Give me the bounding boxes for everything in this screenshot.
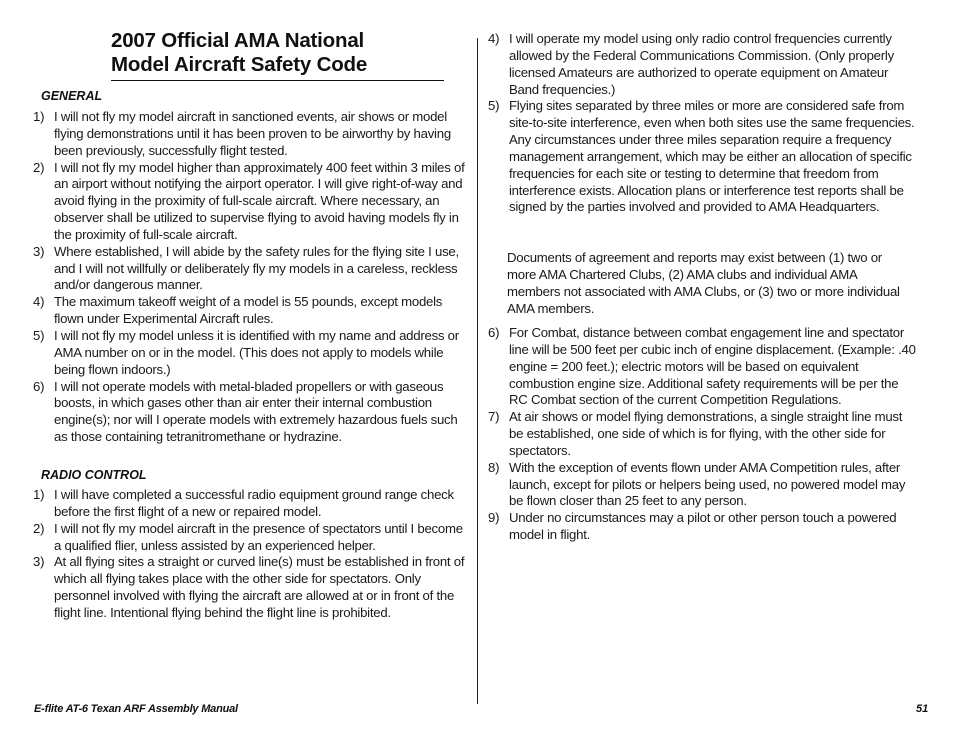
item-number: 1) [33,109,45,124]
footer-manual-title: E-flite AT-6 Texan ARF Assembly Manual [34,703,238,715]
list-item [33,328,473,379]
page-title [111,29,441,77]
item-number: 4) [488,31,500,46]
list-item [488,98,918,216]
radio-control-list-continued [488,31,918,216]
item-number: 3) [33,243,45,259]
item-text: I will not fly my model higher than approximately 400 feet within 3 miles of an airport without notifying the airport operator. I will give right-of-way and avoid flying in the proximity of full-scale aircraft. Where necessary, an observer shall be utilized to supervise flying to avoid having models fly in the proximity of full-scale aircraft. [54,159,465,242]
item-text: With the exception of events flown under AMA Competition rules, after launch, except for pilots or helpers being used, no powered model may be flown closer than 25 feet to any person. [509,459,906,509]
item-text: I will not fly my model aircraft in the presence of spectators until I become a qualified flier, unless assisted by an experienced helper. [54,520,463,553]
radio-control-list [33,487,473,622]
item-text: The maximum takeoff weight of a model is 55 pounds, except models flown under Experimental Aircraft rules. [54,294,443,327]
item-text: At air shows or model flying demonstrations, a single straight line must be established, one side of which is for flying, with the other side for spectators. [509,409,903,458]
list-item [488,460,918,511]
item-number: 1) [33,487,45,502]
item-text: I will operate my model using only radio control frequencies currently allowed by the Federal Communications Commission. (Only properly licensed Amateurs are authorized to operate equipment on Amateur Band frequencies.) [509,31,894,97]
item-number: 2) [33,159,45,175]
title-line-2: Model Aircraft Safety Code [111,53,368,76]
documents-paragraph: Documents of agreement and reports may exist between (1) two or more AMA Chartered Clubs, (2) AMA clubs and individual AMA members not associated with AMA Clubs, or (3) two or more individual AMA members. [507,250,900,316]
item-number: 7) [488,409,500,425]
list-item [488,409,918,460]
column-divider [477,38,478,704]
item-text: For Combat, distance between combat engagement line and spectator line will be 500 feet per cubic inch of engine displacement. (Example: .40 engine = 200 feet.); electric motors will be based on equivalent combustion engine size. Additional safety requirements will be per the RC Combat section of the current Competition Regulations. [509,325,916,408]
item-number: 8) [488,459,500,475]
radio-control-heading: RADIO CONTROL [41,468,147,482]
item-text: Under no circumstances may a pilot or other person touch a powered model in flight. [509,510,897,543]
general-list [33,109,473,446]
item-number: 5) [488,98,500,114]
title-underline [111,80,444,81]
list-item [33,487,473,521]
item-text: I will not operate models with metal-bladed propellers or with gaseous boosts, in which gases other than air enter their internal combustion engine(s); nor will I operate models with extremely hazardous fuels such as those containing tetranitromethane or hydrazine. [54,378,458,445]
footer-page-number: 51 [916,703,929,715]
list-item [33,244,473,295]
item-number: 6) [33,378,45,394]
list-item [33,379,473,446]
item-number: 5) [33,327,45,343]
list-item [488,325,918,409]
list-item [33,294,473,328]
item-number: 3) [33,554,45,570]
title-line-1: 2007 Official AMA National [111,29,365,52]
list-item [33,109,473,160]
item-text: At all flying sites a straight or curved line(s) must be established in front of which all flying takes place with the other side for spectators. Only personnel involved with flying the aircraft are allowed at or in front of the flight line. Intentional flying behind the flight line is prohibited. [54,554,465,620]
item-text: Where established, I will abide by the safety rules for the flying site I use, and I will not willfully or deliberately fly my models in a careless, reckless and/or dangerous manner. [54,243,459,293]
item-number: 2) [33,520,45,536]
item-number: 4) [33,294,45,310]
list-item [33,554,473,621]
item-text: I will not fly my model aircraft in sanctioned events, air shows or model flying demonstrations until it has been proven to be airworthy by having been previously, successfully flight tested. [54,109,451,158]
item-text: I will not fly my model unless it is identified with my name and address or AMA number on or in the model. (This does not apply to models while being flown indoors.) [54,327,459,377]
item-number: 6) [488,325,500,340]
radio-control-list-final [488,325,918,544]
list-item [488,510,918,544]
general-heading: GENERAL [41,89,103,103]
item-text: Flying sites separated by three miles or more are considered safe from site-to-site interference, even when both sites use the same frequencies. Any circumstances under three miles separation require a frequency management arrangement, which may be either an allocation of specific frequencies for each site or testing to determine that freedom from interference exists. Allocation plans or interference test reports shall be signed by the parties involved and provided to AMA Headquarters. [509,98,915,215]
item-text: I will have completed a successful radio equipment ground range check before the first flight of a new or repaired model. [54,487,454,519]
item-number: 9) [488,510,500,526]
list-item [33,521,473,555]
list-item [488,31,918,98]
list-item [33,160,473,244]
